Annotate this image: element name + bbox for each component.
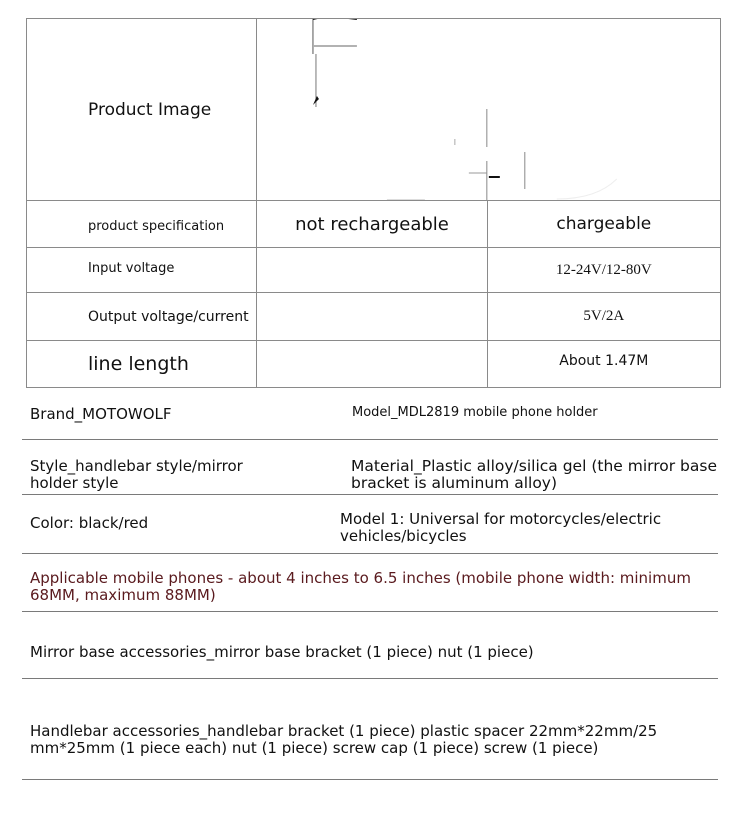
product-image-label-cell: [27, 19, 257, 201]
spec-table: [26, 18, 721, 388]
material-text: Material_Plastic alloy/silica gel (the mirror base bracket is aluminum alloy): [351, 457, 717, 492]
color-text: Color: black/red: [30, 514, 149, 532]
spec-label: line length: [88, 353, 189, 375]
product-image: [257, 19, 720, 200]
brand-text: Brand_MOTOWOLF: [30, 405, 172, 423]
spec-label: Input voltage: [88, 260, 175, 276]
product-image-cell: [257, 19, 721, 201]
handlebar-accessories-text: Handlebar accessories_handlebar bracket (1 piece) plastic spacer 22mm*22mm/25 mm*25mm (1 piece each) nut (1 piece) screw cap (1 piece) screw (1 piece): [30, 722, 658, 757]
mirror-base-accessories-text: Mirror base accessories_mirror base bracket (1 piece) nut (1 piece): [30, 643, 534, 661]
model-text: Model_MDL2819 mobile phone holder: [352, 405, 598, 420]
applicable-phones-text: Applicable mobile phones - about 4 inches to 6.5 inches (mobile phone width: minimum 68MM, maximum 88MM): [30, 569, 691, 604]
spec-value-chargeable: chargeable: [556, 214, 652, 234]
spec-value-b: 12-24V/12-80V: [555, 261, 652, 278]
spec-row-product-image: [27, 19, 721, 201]
product-image-label: Product Image: [88, 99, 212, 120]
style-text: Style_handlebar style/mirror holder style: [30, 457, 243, 492]
model-1-text: Model 1: Universal for motorcycles/electric vehicles/bicycles: [340, 510, 662, 545]
info-row-mirror-accessories: [22, 612, 718, 679]
info-row-applicable-phones: [22, 554, 718, 612]
spec-value-b: About 1.47M: [559, 353, 649, 369]
info-row-brand-model: [22, 396, 718, 440]
info-row-handlebar-accessories: [22, 679, 718, 780]
spec-row: [27, 293, 721, 341]
info-row-color-model1: [22, 495, 718, 554]
spec-row: [27, 248, 721, 293]
spec-value-b: 5V/2A: [583, 308, 625, 324]
info-row-style-material: [22, 440, 718, 495]
spec-value-not-rechargeable: not rechargeable: [295, 213, 449, 235]
spec-label: product specification: [88, 218, 225, 234]
spec-label: Output voltage/current: [88, 309, 249, 325]
spec-row: [27, 341, 721, 388]
spec-row: [27, 201, 721, 248]
